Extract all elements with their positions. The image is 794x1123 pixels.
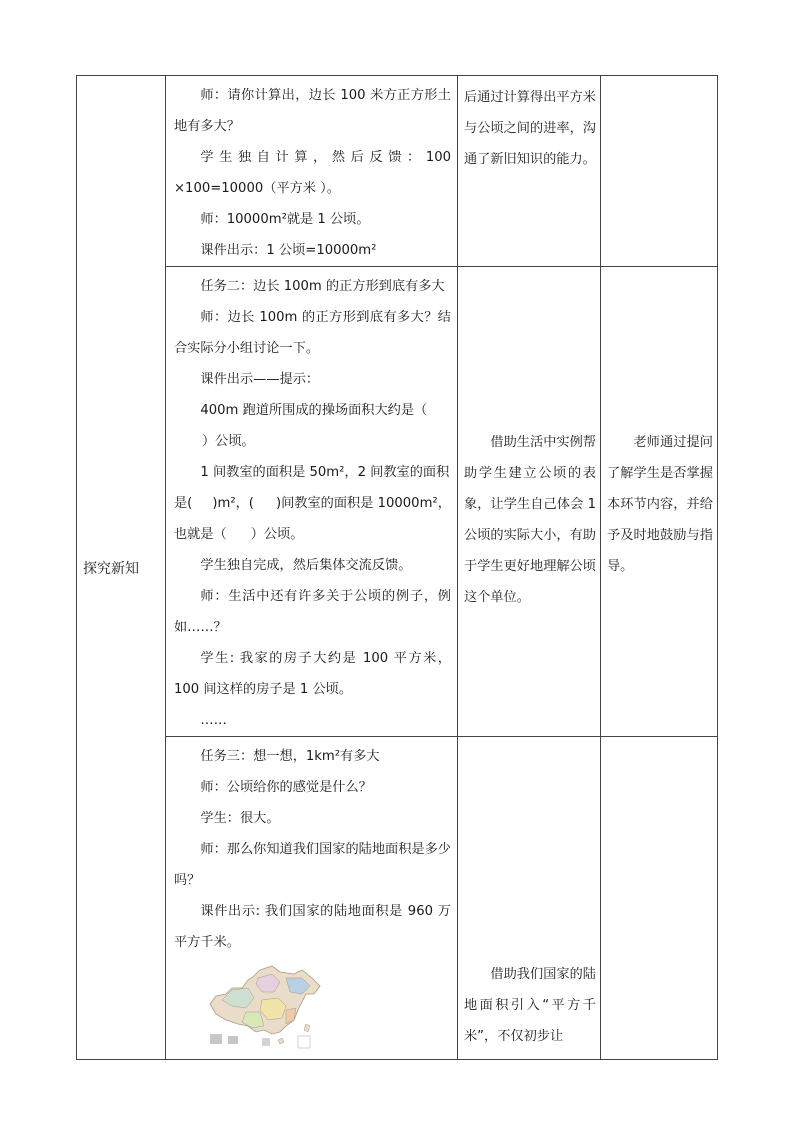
content-line: 任务二：边长 100m 的正方形到底有多大 bbox=[200, 279, 445, 294]
content-line: 课件出示：1 公顷=10000m² bbox=[200, 243, 377, 258]
design-intent: 借助我们国家的陆地面积引入“平方千米”，不仅初步让 bbox=[464, 967, 596, 1044]
content-line: …… bbox=[200, 713, 227, 728]
content-line: 课件出示: 我们国家的陆地面积是 960 万平方千米。 bbox=[174, 904, 451, 950]
content-line: 学生独自计算，然后反馈：100 ×100=10000（平方米 ）。 bbox=[174, 150, 451, 196]
design-intent: 借助生活中实例帮助学生建立公顷的表象，让学生自己体会 1 公顷的实际大小，有助于学生更好地理解公顷这个单位。 bbox=[464, 435, 596, 605]
evaluation-cell bbox=[601, 76, 718, 267]
content-cell bbox=[166, 76, 458, 267]
stage-label: 探究新知 bbox=[83, 560, 139, 577]
lesson-table bbox=[76, 75, 718, 1060]
content-cell bbox=[166, 267, 458, 737]
content-line bbox=[174, 395, 451, 457]
evaluation-cell bbox=[601, 267, 718, 737]
evaluation-note: 老师通过提问了解学生是否掌握本环节内容，并给予及时地鼓励与指导。 bbox=[607, 435, 713, 574]
fill-in-text: )m²，( bbox=[212, 496, 254, 511]
intent-cell bbox=[458, 267, 601, 737]
content-line: 学生独自完成，然后集体交流反馈。 bbox=[200, 558, 412, 573]
content-line: 师：请你计算出，边长 100 米方正方形土地有多大？ bbox=[174, 88, 451, 134]
stage-cell bbox=[77, 76, 166, 1060]
content-line: 师：10000m²就是 1 公顷。 bbox=[200, 212, 370, 227]
intent-cell bbox=[458, 737, 601, 1060]
content-line: 师：边长 100m 的正方形到底有多大？结合实际分小组讨论一下。 bbox=[174, 310, 451, 356]
fill-in-text: ）公顷。 bbox=[250, 527, 304, 542]
china-map-image bbox=[166, 964, 457, 1056]
fill-in-text: 400m 跑道所围成的操场面积大约是（ bbox=[200, 403, 428, 418]
evaluation-cell bbox=[601, 737, 718, 1060]
fill-in-text: 1 间教室的面积是 50m²，2 间教室的面积是( bbox=[174, 465, 450, 511]
fill-in-text: )间教室的面积是 10000m²，也就是（ bbox=[174, 496, 451, 542]
content-line: 学生: 我家的房子大约是 100 平方米，100 间这样的房子是 1 公顷。 bbox=[174, 651, 451, 697]
content-line: 任务三：想一想，1km²有多大 bbox=[200, 749, 380, 764]
map-icon bbox=[202, 964, 332, 1052]
design-intent: 后通过计算得出平方米与公顷之间的进率，沟通了新旧知识的能力。 bbox=[464, 90, 596, 167]
content-line bbox=[174, 457, 451, 550]
intent-cell bbox=[458, 76, 601, 267]
table-row bbox=[77, 737, 718, 1060]
table-row bbox=[77, 76, 718, 267]
content-line: 师：生活中还有许多关于公顷的例子，例如……？ bbox=[174, 589, 451, 635]
fill-in-text: ）公顷。 bbox=[202, 434, 255, 449]
content-line: 课件出示——提示： bbox=[200, 372, 320, 387]
table-row bbox=[77, 267, 718, 737]
content-cell bbox=[166, 737, 458, 1060]
content-line: 学生：很大。 bbox=[200, 811, 280, 826]
content-line: 师：那么你知道我们国家的陆地面积是多少吗？ bbox=[174, 842, 451, 888]
content-line: 师：公顷给你的感觉是什么？ bbox=[200, 780, 372, 795]
